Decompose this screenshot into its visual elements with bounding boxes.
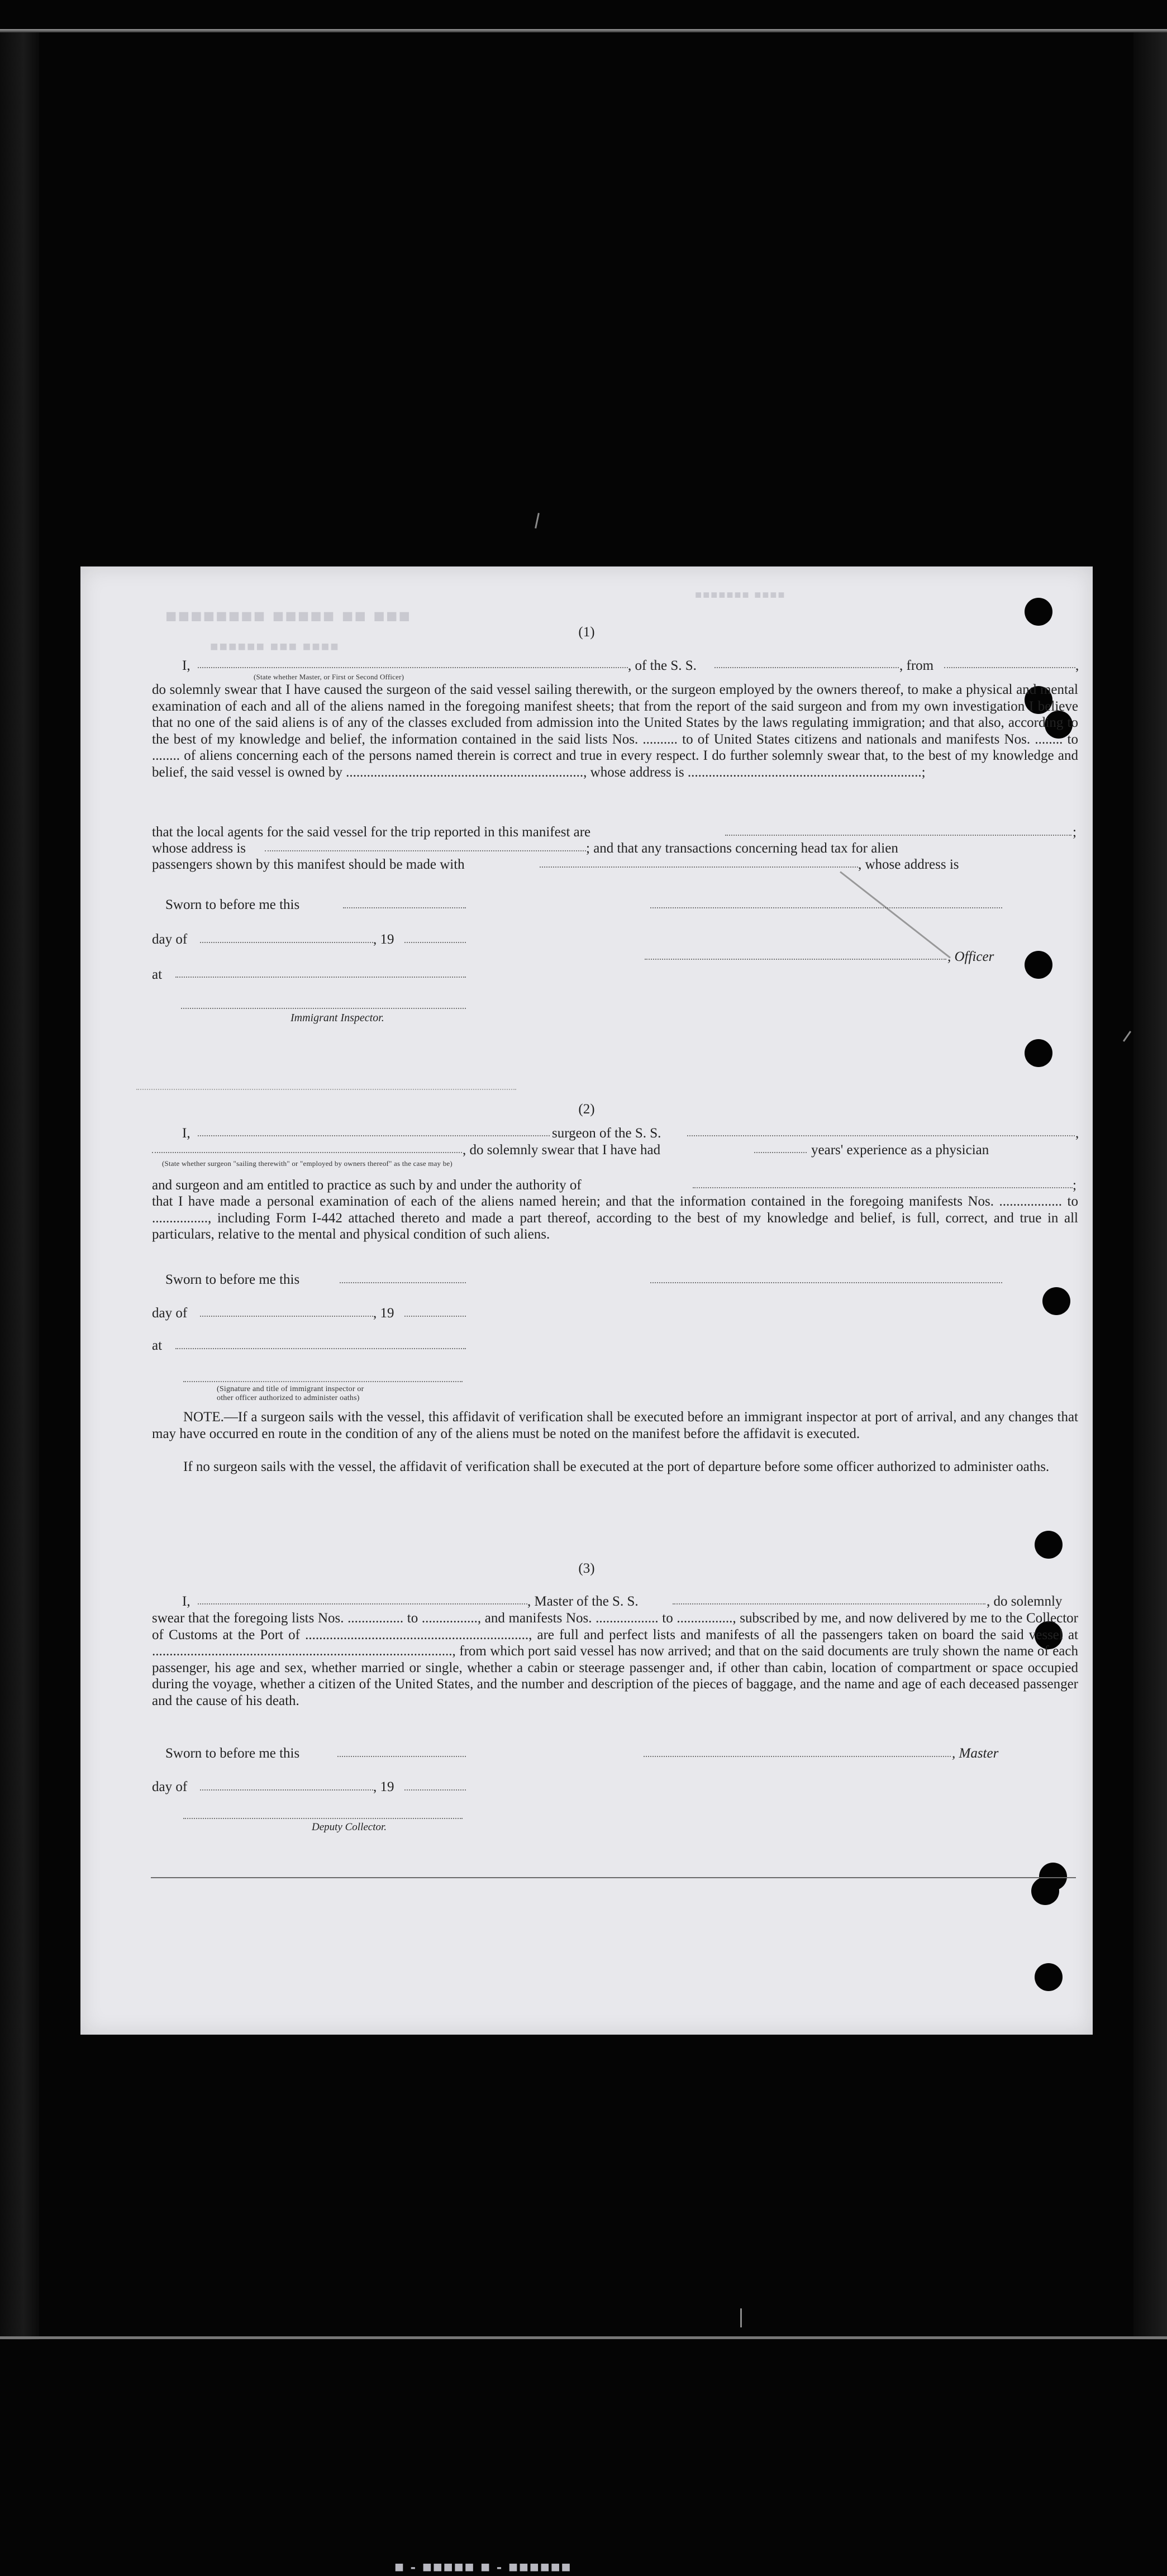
punch-hole <box>1035 1963 1063 1991</box>
s1-officer: , Officer <box>947 949 994 964</box>
blank-field <box>200 942 373 943</box>
comma: , <box>1075 1126 1079 1141</box>
s3-master-of-ss: , Master of the S. S. <box>527 1594 639 1609</box>
film-scratch <box>535 513 540 528</box>
s2-line1-i: I, <box>182 1126 190 1141</box>
s1-day-of: day of <box>152 932 188 947</box>
s3-body: swear that the foregoing lists Nos. ................ to ................, and manifests Nos. .................. to ................, subscribed by me, and now delivered by me to the Collector of Customs at the Port of ................................................................, are full and perfect lists and manifests of all the passengers taken on board the said vessel at ......................................................................................, from which port said vessel has now arrived; and that on the said documents are truly shown the name of each passenger, his age and sex, whether married or single, whether a cabin or steerage passenger and, if other than cabin, location of compartment or space occupied during the voyage, whether a citizen of the United States, and the number and description of the pieces of baggage, and the name and age of each deceased passenger and the cause of his death. <box>152 1611 1078 1708</box>
s1-passengers-line: passengers shown by this manifest should be made with <box>152 857 465 872</box>
punch-hole <box>1035 1531 1063 1559</box>
blank-field <box>404 1789 466 1791</box>
section-1-number: (1) <box>578 625 595 640</box>
s1-line1-i: I, <box>182 658 190 673</box>
s3-do-solemnly: , do solemnly <box>987 1594 1063 1609</box>
blank-field <box>265 850 586 851</box>
bleed-through-text: ■■■■ ■■■ ■■■■■■ <box>209 639 339 654</box>
film-top-edge <box>0 29 1167 32</box>
s1-sworn: Sworn to before me this <box>165 897 300 912</box>
s2-caption: (State whether surgeon "sailing therewith" or "employed by owners thereof" as the case may be) <box>162 1159 452 1168</box>
blank-field <box>175 977 466 978</box>
film-scratch <box>1123 1031 1131 1042</box>
s3-master: , Master <box>952 1746 999 1761</box>
blank-field <box>687 1135 1075 1136</box>
blank-field <box>200 1316 373 1317</box>
blank-field <box>404 942 466 943</box>
film-scratch <box>740 2308 742 2327</box>
blank-field <box>673 1603 985 1604</box>
s1-headtax-line: ; and that any transactions concerning head tax for alien <box>586 841 898 856</box>
bottom-rule <box>151 1877 1076 1878</box>
s3-sworn: Sworn to before me this <box>165 1746 300 1761</box>
s3-deputy-collector: Deputy Collector. <box>312 1821 387 1833</box>
blank-field <box>944 667 1075 668</box>
bleed-through-text: ■■■■■■■ ■■■■ <box>695 589 786 601</box>
s2-sig-caption-2: other officer authorized to administer oaths) <box>217 1394 360 1402</box>
blank-field <box>340 1282 466 1283</box>
signature-line <box>183 1381 463 1382</box>
blank-field <box>725 835 1071 836</box>
semicolon: ; <box>1073 825 1077 840</box>
s1-agents-line: that the local agents for the said vessel for the trip reported in this manifest are <box>152 825 591 840</box>
blank-field <box>198 1135 550 1136</box>
blank-field <box>715 667 899 668</box>
pen-stroke <box>840 871 951 958</box>
s2-body: that I have made a personal examination of each of the aliens named herein; and that the information contained in the foregoing manifests Nos. .................. to ................, including Form I-442 attached thereto and made a part thereof, according to the best of my knowledge and belief, is full, correct, and true in all particulars, relative to the mental and physical condition of such aliens. <box>152 1194 1078 1242</box>
s2-surgeon-of-ss: surgeon of the S. S. <box>552 1126 661 1141</box>
blank-field <box>198 1603 527 1604</box>
bleed-through-text: ■■■■■■ - ■ ■■■■■ - ■ <box>393 2558 571 2575</box>
s1-passengers-address: , whose address is <box>858 857 959 872</box>
film-left-edge <box>0 32 39 2340</box>
s2-day-of: day of <box>152 1306 188 1321</box>
section-2-number: (2) <box>578 1102 595 1117</box>
signature-line <box>644 1756 951 1757</box>
blank-field <box>650 907 1002 908</box>
punch-hole <box>1042 1287 1070 1315</box>
s1-year: , 19 <box>373 932 394 947</box>
punch-hole <box>1025 951 1052 979</box>
film-bottom-edge <box>0 2336 1167 2339</box>
s2-sig-caption-1: (Signature and title of immigrant inspector or <box>217 1385 364 1393</box>
section-3-number: (3) <box>578 1561 595 1576</box>
s2-note: NOTE.—If a surgeon sails with the vessel, this affidavit of verification shall be executed before an immigrant inspector at port of arrival, and any changes that may have occurred en route in the condition of any of the aliens must be noted on the manifest before the affidavit is executed. <box>152 1410 1078 1441</box>
s3-day-of: day of <box>152 1779 188 1794</box>
s1-body: do solemnly swear that I have caused the surgeon of the said vessel sailing therewith, or the surgeon employed by the owners thereof, to make a physical and mental examination of each and all of the aliens named in the foregoing manifest sheets; that from the report of the said surgeon and from my own investigation I believe that no one of the said aliens is of any of the classes excluded from admission into the United States by the laws regulating immigration; and that also, according to the best of my knowledge and belief, the information contained in the said lists Nos. .......... to of United States citizens and nationals and manifests Nos. ........ to ........ of aliens concerning each of the persons named therein is correct and true in every respect. I do further solemnly swear that, to the best of my knowledge and belief, the said vessel is owned by ...................................................................., whose address is ...................................................................; <box>152 682 1078 780</box>
comma: , <box>1075 658 1079 673</box>
s2-line3: and surgeon and am entitled to practice as such by and under the authority of <box>152 1178 582 1193</box>
blank-field <box>175 1348 466 1349</box>
signature-line <box>645 959 946 960</box>
blank-field <box>198 667 628 668</box>
blank-field <box>754 1152 807 1153</box>
s1-line1-of-ss: , of the S. S. <box>628 658 697 673</box>
s2-at: at <box>152 1338 163 1353</box>
blank-field <box>200 1789 373 1791</box>
semicolon: ; <box>1073 1178 1077 1193</box>
s3-year: , 19 <box>373 1779 394 1794</box>
faint-dotted-rule <box>136 1089 516 1090</box>
s2-year: , 19 <box>373 1306 394 1321</box>
s3-line1-i: I, <box>182 1594 190 1609</box>
s2-line2-swear: , do solemnly swear that I have had <box>463 1142 661 1158</box>
blank-field <box>343 907 466 908</box>
s2-sworn: Sworn to before me this <box>165 1272 300 1287</box>
punch-hole <box>1025 598 1052 626</box>
s1-immigrant-inspector: Immigrant Inspector. <box>290 1012 384 1024</box>
blank-field <box>404 1316 466 1317</box>
s1-whose-line: whose address is <box>152 841 246 856</box>
signature-line <box>181 1008 466 1009</box>
signature-line <box>183 1818 463 1819</box>
s1-caption: (State whether Master, or First or Second Officer) <box>254 673 404 681</box>
bleed-through-text: ■■■ ■■ ■■■■■ ■■■■■■■■ <box>164 606 410 627</box>
s1-at: at <box>152 967 163 982</box>
blank-field <box>152 1152 462 1153</box>
blank-field <box>540 866 858 868</box>
blank-field <box>693 1187 1073 1188</box>
blank-field <box>650 1282 1002 1283</box>
affidavit-sheet <box>80 566 1093 2575</box>
punch-hole <box>1031 1877 1059 1905</box>
film-right-edge <box>1133 32 1167 2340</box>
s2-line2-experience: years' experience as a physician <box>811 1142 989 1158</box>
s2-note-2: If no surgeon sails with the vessel, the affidavit of verification shall be executed at the port of departure before some officer authorized to administer oaths. <box>183 1459 1050 1474</box>
blank-field <box>337 1756 466 1757</box>
punch-hole <box>1025 1039 1052 1067</box>
s1-line1-from: , from <box>899 658 934 673</box>
